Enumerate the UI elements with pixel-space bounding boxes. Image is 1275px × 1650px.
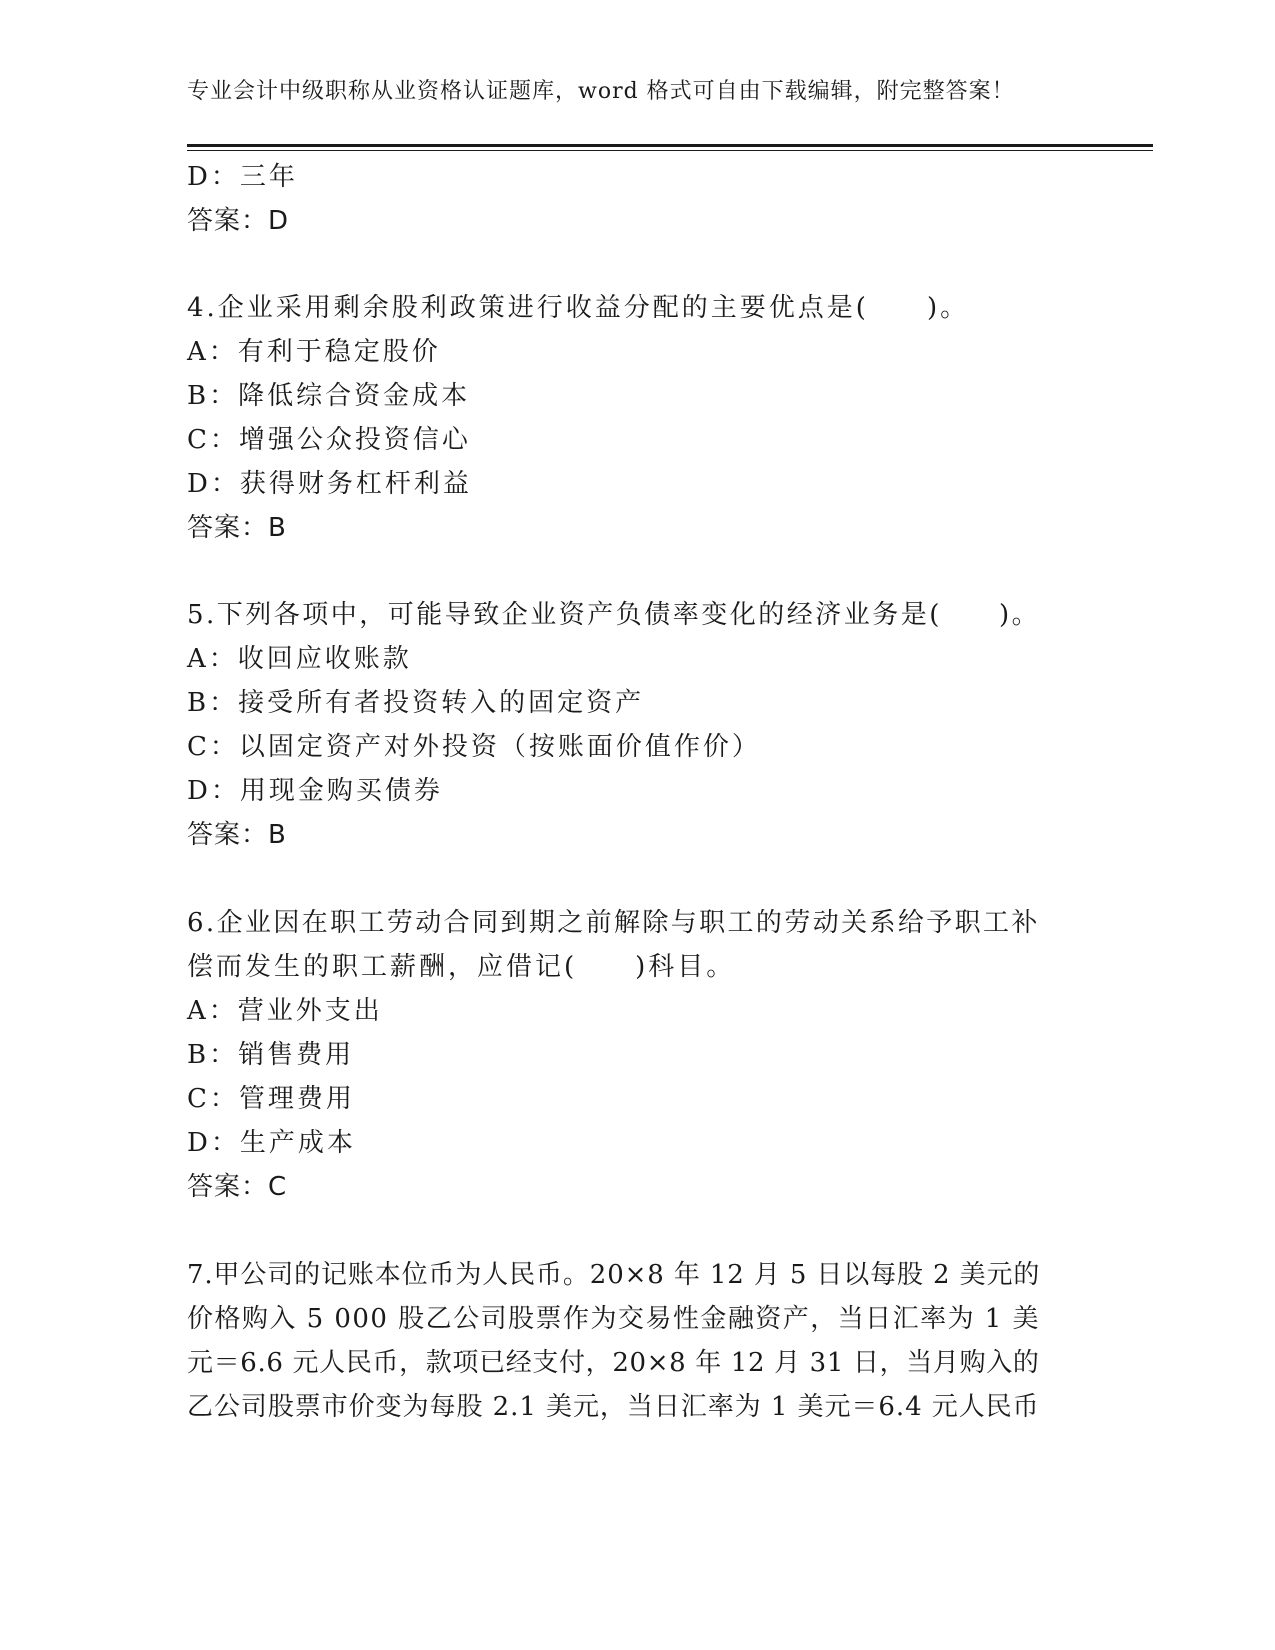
option-line: C：管理费用 — [187, 1084, 355, 1114]
option-line: D：生产成本 — [187, 1128, 356, 1158]
option-line: D：三年 — [187, 162, 298, 192]
option-line: B：降低综合资金成本 — [187, 381, 471, 411]
option-line: A：有利于稳定股价 — [187, 337, 441, 367]
option-line: A：营业外支出 — [187, 996, 383, 1026]
question-line: 6.企业因在职工劳动合同到期之前解除与职工的劳动关系给予职工补 — [187, 908, 1040, 938]
page-header-text: 专业会计中级职称从业资格认证题库，word 格式可自由下载编辑，附完整答案！ — [187, 79, 1015, 104]
question-line: 5.下列各项中，可能导致企业资产负债率变化的经济业务是( )。 — [187, 600, 1041, 630]
question-line: 乙公司股票市价变为每股 2.1 美元，当日汇率为 1 美元＝6.4 元人民币 — [187, 1392, 1040, 1422]
answer-line: 答案：D — [187, 206, 290, 236]
option-line: B：销售费用 — [187, 1040, 355, 1070]
answer-line: 答案：C — [187, 1172, 288, 1202]
question-line: 偿而发生的职工薪酬，应借记( )科目。 — [187, 952, 736, 982]
option-line: A：收回应收账款 — [187, 644, 412, 674]
option-line: D：获得财务杠杆利益 — [187, 469, 472, 499]
answer-line: 答案：B — [187, 513, 287, 543]
option-line: B：接受所有者投资转入的固定资产 — [187, 688, 645, 718]
answer-line: 答案：B — [187, 820, 287, 850]
option-line: C：以固定资产对外投资（按账面价值作价） — [187, 732, 761, 762]
header-divider-thick — [187, 144, 1153, 147]
header-divider-thin — [187, 150, 1153, 151]
question-line: 4.企业采用剩余股利政策进行收益分配的主要优点是( )。 — [187, 293, 970, 323]
question-line: 价格购入 5 000 股乙公司股票作为交易性金融资产，当日汇率为 1 美 — [187, 1304, 1041, 1334]
question-line: 元＝6.6 元人民币，款项已经支付，20×8 年 12 月 31 日，当月购入的 — [187, 1348, 1040, 1378]
option-line: C：增强公众投资信心 — [187, 425, 471, 455]
question-line: 7.甲公司的记账本位币为人民币。20×8 年 12 月 5 日以每股 2 美元的 — [187, 1260, 1041, 1290]
option-line: D：用现金购买债券 — [187, 776, 443, 806]
